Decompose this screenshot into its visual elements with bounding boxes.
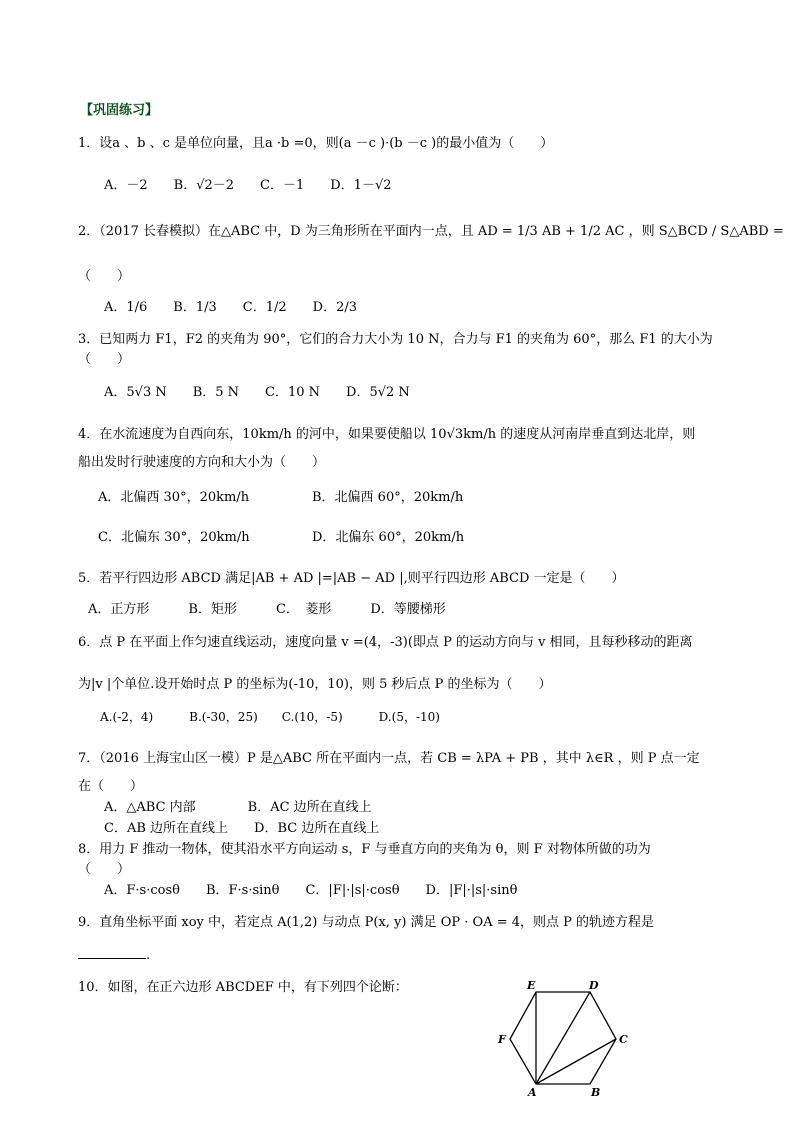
diagonal-ac	[536, 1039, 616, 1084]
question-3-line2: （ ）	[78, 352, 131, 367]
question-1-options: A．－2 B．√2－2 C．－1 D．1－√2	[104, 178, 392, 193]
question-6-options: A.(-2，4) B.(-30，25) C.(10，-5) D.(5，-10)	[100, 710, 440, 724]
question-7-line2: 在（ ）	[78, 779, 144, 794]
question-3-line1: 3．已知两力 F1，F2 的夹角为 90°，它们的合力大小为 10 N，合力与 F1 的夹角为 60°，那么 F1 的大小为	[78, 332, 713, 347]
vertex-label-c: C	[619, 1033, 628, 1046]
vertex-label-d: D	[589, 979, 599, 992]
vertex-label-b: B	[591, 1086, 601, 1098]
question-6-line2: 为|v |个单位.设开始时点 P 的坐标为(-10，10)，则 5 秒后点 P 的坐标为（ ）	[78, 677, 552, 692]
question-3-options: A．5√3 N B．5 N C．10 N D．5√2 N	[104, 385, 410, 400]
question-5-options: A．正方形 B．矩形 C． 菱形 D．等腰梯形	[88, 602, 446, 617]
diagonal-ad	[536, 992, 590, 1084]
question-8-line2: （ ）	[78, 862, 131, 877]
question-4-option-b: B．北偏西 60°，20km/h	[312, 490, 464, 505]
question-5-text: 5．若平行四边形 ABCD 满足|AB + AD |=|AB − AD |,则平行四边形 ABCD 一定是（ ）	[78, 571, 625, 586]
section-title: 【巩固练习】	[80, 103, 159, 118]
question-4-line2: 船出发时行驶速度的方向和大小为（ ）	[78, 455, 326, 470]
question-6-line1: 6．点 P 在平面上作匀速直线运动，速度向量 v =(4，-3)(即点 P 的运动方向与 v 相同，且每秒移动的距离	[78, 635, 693, 650]
question-7-options-ab: A．△ABC 内部 B．AC 边所在直线上	[104, 800, 372, 815]
question-8-options: A．F·s·cosθ B．F·s·sinθ C．|F|·|s|·cosθ D．|F|·|s|·sinθ	[104, 883, 518, 898]
question-4-option-a: A．北偏西 30°，20km/h	[98, 490, 250, 505]
vertex-label-e: E	[527, 979, 536, 992]
question-2-text: 2．（2017 长春模拟）在△ABC 中，D 为三角形所在平面内一点，且 AD = 1/3 AB + 1/2 AC ，则 S△BCD / S△ABD =	[78, 224, 784, 239]
question-1-text: 1．设a 、b 、c 是单位向量，且a ·b =0，则(a －c )·(b －c )的最小值为（ ）	[78, 136, 554, 151]
question-7-options-cd: C．AB 边所在直线上 D．BC 边所在直线上	[104, 821, 380, 836]
vertex-label-a: A	[528, 1086, 537, 1098]
question-9-text: 9．直角坐标平面 xoy 中，若定点 A(1,2) 与动点 P(x, y) 满足 OP · OA = 4，则点 P 的轨迹方程是	[78, 915, 655, 930]
question-4-option-c: C．北偏东 30°，20km/h	[98, 530, 250, 545]
question-10-text: 10．如图，在正六边形 ABCDEF 中，有下列四个论断：	[78, 980, 408, 995]
question-2-paren: （ ）	[78, 269, 131, 284]
vertex-label-f: F	[498, 1033, 506, 1046]
question-4-line1: 4．在水流速度为自西向东，10km/h 的河中，如果要使船以 10√3km/h 的速度从河南岸垂直到达北岸，则	[78, 427, 696, 442]
question-8-line1: 8．用力 F 推动一物体，使其沿水平方向运动 s，F 与垂直方向的夹角为 θ，则 F 对物体所做的功为	[78, 842, 651, 857]
question-2-options: A．1/6 B．1/3 C．1/2 D．2/3	[104, 300, 357, 315]
answer-blank	[78, 944, 150, 963]
hexagon-figure	[494, 978, 636, 1098]
question-4-option-d: D．北偏东 60°，20km/h	[312, 530, 465, 545]
question-9-end: .	[146, 948, 151, 963]
question-7-line1: 7．（2016 上海宝山区一模）P 是△ABC 所在平面内一点，若 CB = λPA + PB ，其中 λ∈R ，则 P 点一定	[78, 751, 700, 766]
